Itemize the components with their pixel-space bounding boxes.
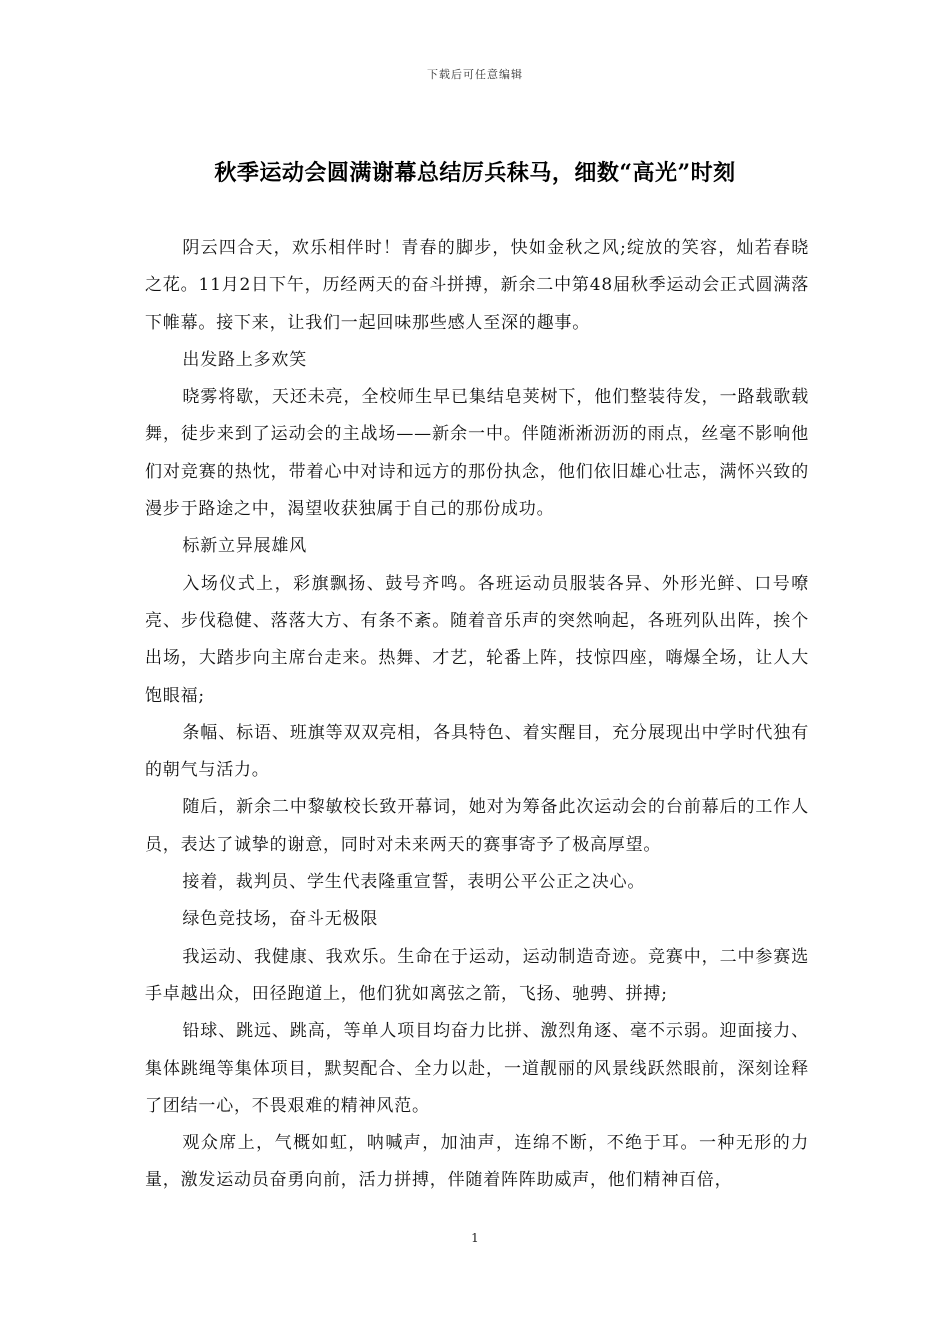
section-heading: 标新立异展雄风	[182, 536, 307, 557]
section-heading: 绿色竞技场，奋斗无极限	[182, 909, 379, 930]
header-note: 下载后可任意编辑	[427, 68, 523, 81]
paragraph: 铅球、跳远、跳高，等单人项目均奋力比拼、激烈角逐、毫不示弱。迎面接力、集体跳绳等集体项目，默契配合、全力以赴，一道靓丽的风景线跃然眼前，深刻诠释了团结一心，不畏艰难的精神风范。	[145, 1021, 809, 1116]
paragraph: 随后，新余二中黎敏校长致开幕词，她对为筹备此次运动会的台前幕后的工作人员，表达了诚挚的谢意，同时对未来两天的赛事寄予了极高厚望。	[145, 797, 809, 855]
paragraph: 观众席上，气概如虹，呐喊声，加油声，连绵不断，不绝于耳。一种无形的力量，激发运动员奋勇向前，活力拼搏，伴随着阵阵助威声，他们精神百倍，	[145, 1133, 809, 1191]
paragraph: 我运动、我健康、我欢乐。生命在于运动，运动制造奇迹。竞赛中，二中参赛选手卓越出众，田径跑道上，他们犹如离弦之箭，飞扬、驰骋、拼搏;	[145, 946, 809, 1004]
paragraph: 晓雾将歇，天还未亮，全校师生早已集结皂荚树下，他们整装待发，一路载歌载舞，徒步来到了运动会的主战场——新余一中。伴随淅淅沥沥的雨点，丝毫不影响他们对竞赛的热忱，带着心中对诗和远方的那份执念，他们依旧雄心壮志，满怀兴致的漫步于路途之中，渴望收获独属于自己的那份成功。	[145, 387, 809, 520]
paragraph: 条幅、标语、班旗等双双亮相，各具特色、着实醒目，充分展现出中学时代独有的朝气与活力。	[145, 722, 809, 781]
paragraph: 入场仪式上，彩旗飘扬、鼓号齐鸣。各班运动员服装各异、外形光鲜、口号嘹亮、步伐稳健、落落大方、有条不紊。随着音乐声的突然响起，各班列队出阵，挨个出场，大踏步向主席台走来。热舞、才艺，轮番上阵，技惊四座，嗨爆全场，让人大饱眼福;	[145, 573, 809, 706]
page-number: 1	[471, 1231, 479, 1245]
document-title: 秋季运动会圆满谢幕总结厉兵秣马，细数“高光”时刻	[214, 160, 736, 186]
document-body	[145, 230, 809, 1200]
paragraph: 阴云四合天，欢乐相伴时！青春的脚步，快如金秋之风;绽放的笑容，灿若春晓之花。11月2日下午，历经两天的奋斗拼搏，新余二中第48届秋季运动会正式圆满落下帷幕。接下来，让我们一起回味那些感人至深的趣事。	[145, 238, 809, 333]
paragraph: 接着，裁判员、学生代表隆重宣誓，表明公平公正之决心。	[182, 872, 646, 893]
section-heading: 出发路上多欢笑	[182, 349, 307, 370]
